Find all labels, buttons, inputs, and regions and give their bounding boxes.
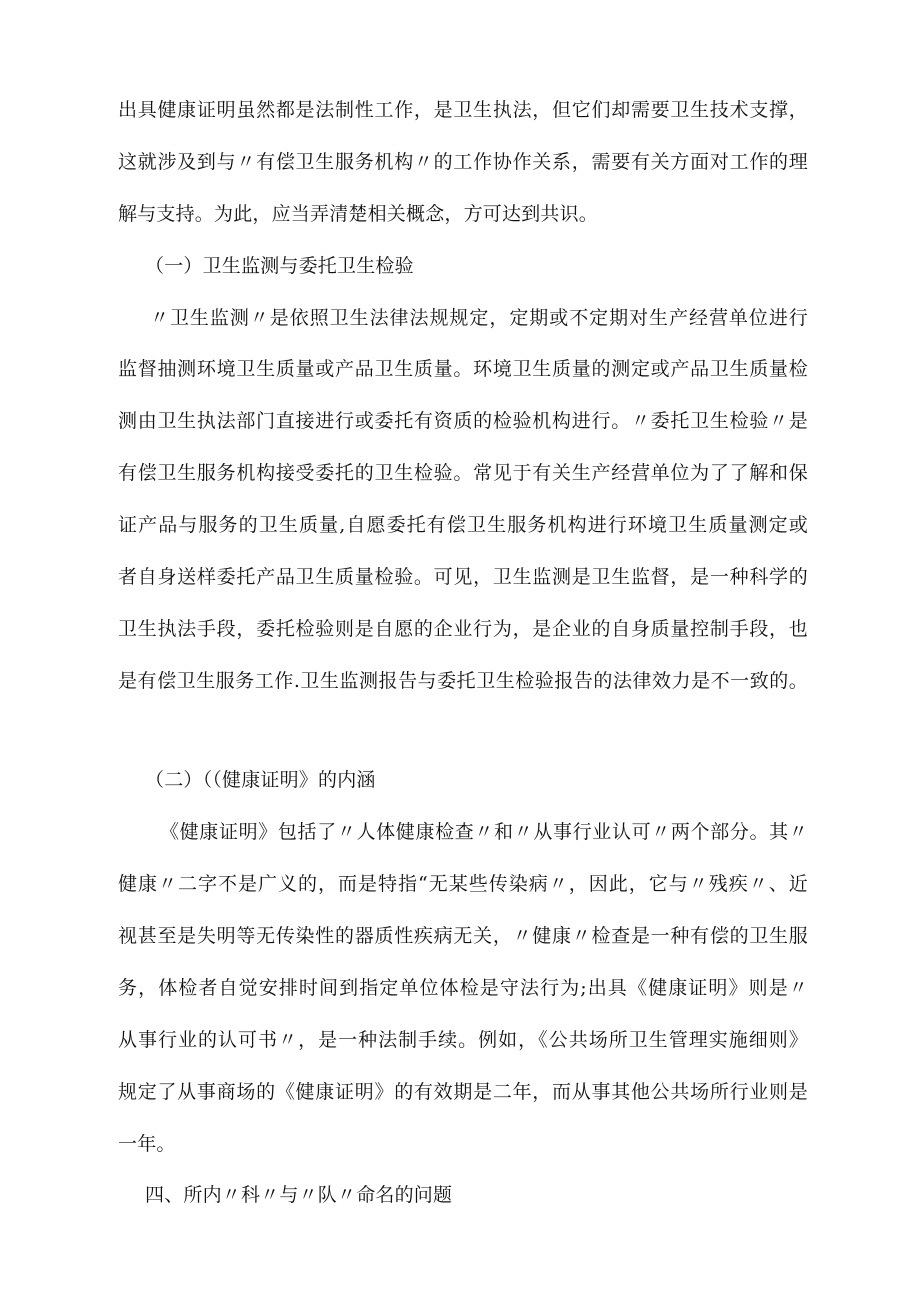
text-line: 者自身送样委托产品卫生质量检验。可见，卫生监测是卫生监督，是一种科学的 [118,566,808,588]
text-line: 〃卫生监测〃是依照卫生法律法规规定，定期或不定期对生产经营单位进行 [150,307,808,329]
text-line: 证产品与服务的卫生质量,自愿委托有偿卫生服务机构进行环境卫生质量测定或 [118,514,808,536]
text-line: 这就涉及到与〃有偿卫生服务机构〃的工作协作关系，需要有关方面对工作的理 [118,151,808,173]
text-line: 健康〃二字不是广义的，而是特指“无某些传染病〃，因此，它与〃残疾〃、近 [118,873,808,895]
text-line: 务，体检者自觉安排时间到指定单位体检是守法行为;出具《健康证明》则是〃 [118,977,808,999]
text-line: 解与支持。为此，应当弄清楚相关概念，方可达到共识。 [118,203,599,225]
text-line: 规定了从事商场的《健康证明》的有效期是二年，而从事其他公共场所行业则是 [118,1081,808,1103]
text-line: 是有偿卫生服务工作.卫生监测报告与委托卫生检验报告的法律效力是不一致的。 [118,670,808,692]
text-line: 从事行业的认可书〃，是一种法制手续。例如，《公共场所卫生管理实施细则》 [118,1029,808,1051]
section-heading-1: （一）卫生监测与委托卫生检验 [145,255,414,277]
section-heading-2: （二）（（健康证明》的内涵 [145,769,376,791]
text-line: 卫生执法手段，委托检验则是自愿的企业行为，是企业的自身质量控制手段，也 [118,618,808,640]
text-line: 视甚至是失明等无传染性的器质性疾病无关，〃健康〃检查是一种有偿的卫生服 [118,925,808,947]
text-line: 监督抽测环境卫生质量或产品卫生质量。环境卫生质量的测定或产品卫生质量检 [118,358,808,380]
text-line: 测由卫生执法部门直接进行或委托有资质的检验机构进行。〃委托卫生检验〃是 [118,410,808,432]
text-line: 出具健康证明虽然都是法制性工作，是卫生执法，但它们却需要卫生技术支撑， [118,99,808,121]
text-line: 《健康证明》包括了〃人体健康检查〃和〃从事行业认可〃两个部分。其〃 [160,821,808,843]
text-line: 一年。 [118,1133,176,1155]
text-line: 有偿卫生服务机构接受委托的卫生检验。常见于有关生产经营单位为了了解和保 [118,462,808,484]
section-heading-3: 四、所内〃科〃与〃队〃命名的问题 [145,1184,453,1206]
